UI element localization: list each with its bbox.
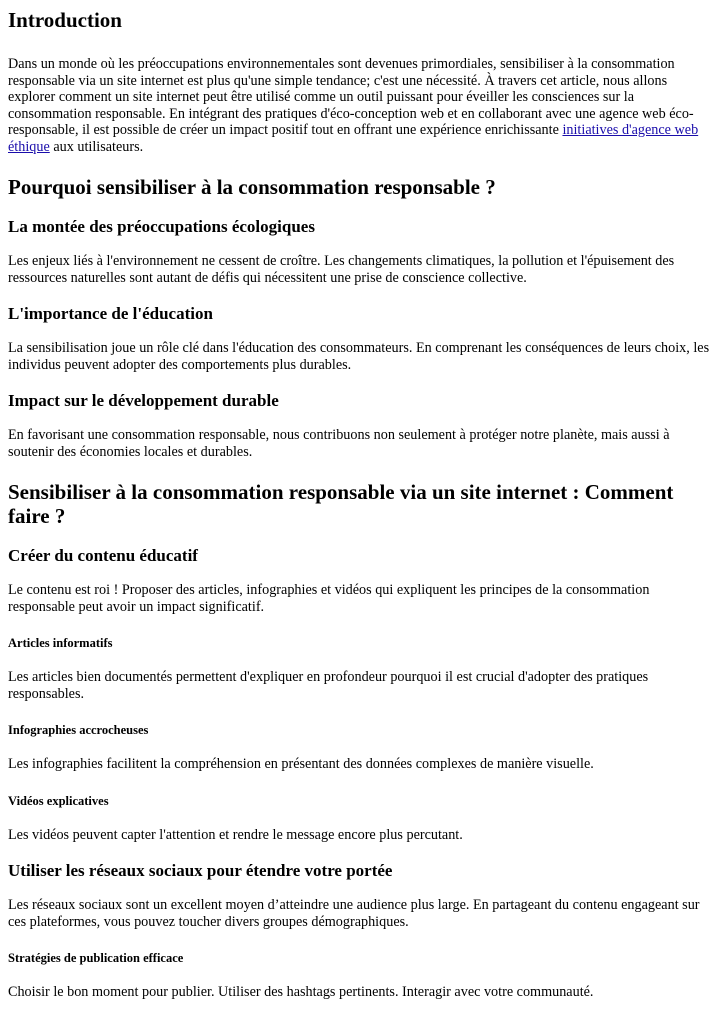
publication-strategies-heading: Stratégies de publication efficace: [8, 951, 184, 965]
why-section-heading: Pourquoi sensibiliser à la consommation responsable ?: [8, 175, 496, 199]
infographics-heading: Infographies accrocheuses: [8, 723, 149, 737]
intro-heading: Introduction: [8, 8, 122, 32]
infographics-text: Les infographies facilitent la compréhension en présentant des données complexes de manière visuelle.: [8, 756, 594, 772]
how-section-heading: Sensibiliser à la consommation responsable via un site internet : Comment faire ?: [8, 480, 674, 528]
article-page: [0, 8, 720, 1001]
sustainable-impact-text: En favorisant une consommation responsable, nous contribuons non seulement à protéger notre planète, mais aussi à soutenir des économies locales et durables.: [8, 427, 670, 460]
articles-heading: Articles informatifs: [8, 636, 113, 650]
intro-text-before-link: Dans un monde où les préoccupations environnementales sont devenues primordiales, sensibiliser à la consommation responsable via un site internet est plus qu'une simple tendance; c'est une nécessité. À travers cet article, nous allons explorer comment un site internet peut être utilisé comme un outil puissant pour éveiller les consciences sur la consommation responsable. En intégrant des pratiques d'éco-conception web et en collaborant avec une agence web éco-responsable, il est possible de créer un impact positif tout en offrant une expérience enrichissante: [8, 56, 694, 138]
social-media-heading: Utiliser les réseaux sociaux pour étendre votre portée: [8, 861, 393, 880]
education-heading: L'importance de l'éducation: [8, 304, 213, 323]
social-media-text: Les réseaux sociaux sont un excellent moyen d’atteindre une audience plus large. En partageant du contenu engageant sur ces plateformes, vous pouvez toucher divers groupes démographiques.: [8, 897, 700, 930]
educational-content-heading: Créer du contenu éducatif: [8, 546, 198, 565]
publication-strategies-text: Choisir le bon moment pour publier. Utiliser des hashtags pertinents. Interagir avec votre communauté.: [8, 984, 594, 1000]
education-text: La sensibilisation joue un rôle clé dans l'éducation des consommateurs. En comprenant les conséquences de leurs choix, les individus peuvent adopter des comportements plus durables.: [8, 340, 710, 373]
sustainable-impact-heading: Impact sur le développement durable: [8, 391, 279, 410]
intro-text-after-link: aux utilisateurs.: [49, 138, 144, 155]
videos-text: Les vidéos peuvent capter l'attention et rendre le message encore plus percutant.: [8, 826, 463, 843]
articles-text: Les articles bien documentés permettent d'expliquer en profondeur pourquoi il est crucial d'adopter des pratiques responsables.: [8, 669, 649, 702]
videos-heading: Vidéos explicatives: [8, 793, 109, 808]
intro-paragraph: [8, 56, 712, 155]
ecology-concerns-heading: La montée des préoccupations écologiques: [8, 217, 315, 236]
educational-content-text: Le contenu est roi ! Proposer des articles, infographies et vidéos qui expliquent les principes de la consommation responsable peut avoir un impact significatif.: [8, 582, 650, 615]
ecology-concerns-text: Les enjeux liés à l'environnement ne cessent de croître. Les changements climatiques, la pollution et l'épuisement des ressources naturelles sont autant de défis qui nécessitent une prise de conscience collective.: [8, 253, 675, 286]
agence-web-ethique-link[interactable]: initiatives d'agence web éthique: [8, 122, 699, 155]
